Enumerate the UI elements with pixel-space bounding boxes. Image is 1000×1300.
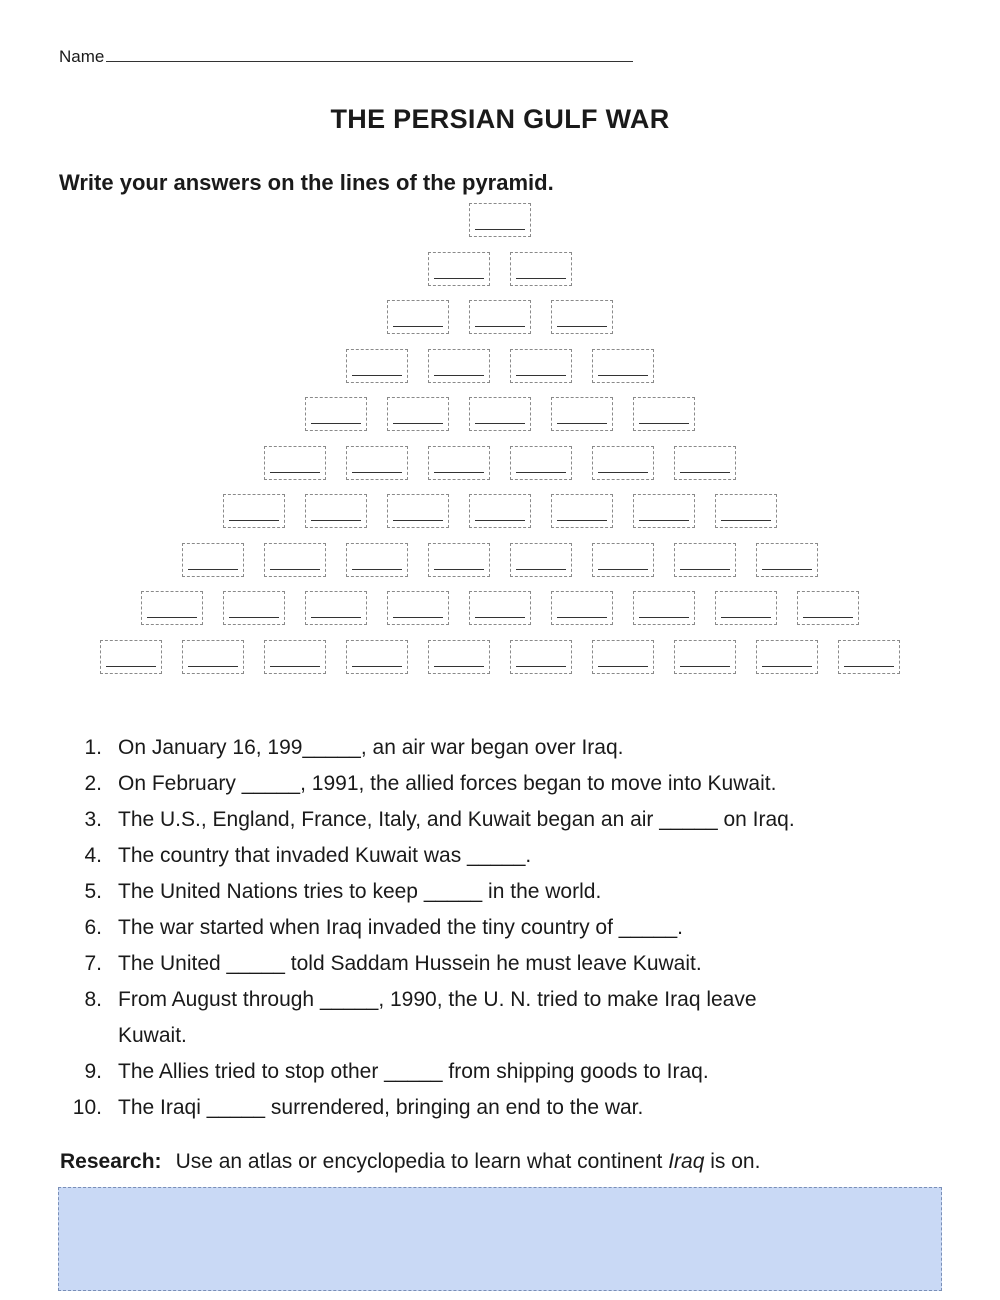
pyramid-answer-cell[interactable] — [428, 543, 490, 577]
research-answer-box[interactable] — [58, 1187, 942, 1291]
pyramid-answer-cell[interactable] — [264, 640, 326, 674]
pyramid-answer-cell[interactable] — [223, 494, 285, 528]
question-2 — [60, 766, 878, 802]
pyramid-answer-cell[interactable] — [469, 300, 531, 334]
pyramid-answer-cell[interactable] — [264, 543, 326, 577]
pyramid-answer-cell[interactable] — [305, 494, 367, 528]
question-text: The United _____ told Saddam Hussein he must leave Kuwait. — [118, 952, 702, 975]
pyramid-answer-cell[interactable] — [592, 543, 654, 577]
pyramid-answer-cell[interactable] — [510, 543, 572, 577]
instructions: Write your answers on the lines of the pyramid. — [59, 170, 554, 195]
research-label: Research: — [60, 1150, 162, 1173]
pyramid-answer-cell[interactable] — [838, 640, 900, 674]
question-text: The Iraqi _____ surrendered, bringing an end to the war. — [118, 1096, 644, 1119]
question-number: 9. — [84, 1060, 102, 1083]
pyramid-answer-cell[interactable] — [346, 543, 408, 577]
pyramid-answer-cell[interactable] — [633, 397, 695, 431]
research-prompt — [60, 1150, 760, 1174]
pyramid-answer-cell[interactable] — [510, 252, 572, 286]
pyramid-answer-cell[interactable] — [428, 252, 490, 286]
question-number: 8. — [84, 988, 102, 1011]
question-text: The Allies tried to stop other _____ from shipping goods to Iraq. — [118, 1060, 709, 1083]
question-number: 6. — [84, 916, 102, 939]
question-10 — [60, 1090, 878, 1126]
pyramid-answer-cell[interactable] — [715, 494, 777, 528]
pyramid-answer-cell[interactable] — [387, 494, 449, 528]
question-9 — [60, 1054, 878, 1090]
pyramid-answer-cell[interactable] — [428, 640, 490, 674]
name-label: Name — [59, 47, 105, 66]
question-number: 4. — [84, 844, 102, 867]
pyramid-answer-cell[interactable] — [551, 591, 613, 625]
question-text: The country that invaded Kuwait was _____. — [118, 844, 532, 867]
pyramid-answer-cell[interactable] — [428, 349, 490, 383]
pyramid-answer-cell[interactable] — [428, 446, 490, 480]
pyramid-answer-cell[interactable] — [264, 446, 326, 480]
pyramid-answer-cell[interactable] — [223, 591, 285, 625]
pyramid-answer-cell[interactable] — [469, 591, 531, 625]
question-4 — [60, 838, 878, 874]
pyramid-answer-cell[interactable] — [674, 446, 736, 480]
pyramid-answer-cell[interactable] — [592, 446, 654, 480]
pyramid-answer-cell[interactable] — [715, 591, 777, 625]
pyramid-answer-cell[interactable] — [592, 640, 654, 674]
pyramid-answer-cell[interactable] — [469, 203, 531, 237]
name-field-row — [59, 47, 633, 67]
pyramid-answer-cell[interactable] — [346, 446, 408, 480]
question-text: From August through _____, 1990, the U. N. tried to make Iraq leave Kuwait. — [118, 988, 757, 1047]
research-emphasis: Iraq — [668, 1150, 705, 1173]
pyramid-answer-cell[interactable] — [469, 494, 531, 528]
pyramid-answer-cell[interactable] — [674, 543, 736, 577]
question-list — [60, 730, 878, 1126]
question-7 — [60, 946, 878, 982]
question-6 — [60, 910, 878, 946]
research-text-after: is on. — [710, 1150, 761, 1173]
question-number: 1. — [84, 736, 102, 759]
pyramid-answer-cell[interactable] — [510, 640, 572, 674]
pyramid-answer-cell[interactable] — [551, 494, 613, 528]
question-3 — [60, 802, 878, 838]
pyramid-answer-cell[interactable] — [387, 591, 449, 625]
question-text: On January 16, 199_____, an air war began over Iraq. — [118, 736, 624, 759]
pyramid-answer-cell[interactable] — [633, 494, 695, 528]
pyramid-answer-cell[interactable] — [182, 640, 244, 674]
question-number: 3. — [84, 808, 102, 831]
question-text: The United Nations tries to keep _____ in the world. — [118, 880, 602, 903]
question-8 — [60, 982, 878, 1054]
question-1 — [60, 730, 878, 766]
pyramid-answer-cell[interactable] — [592, 349, 654, 383]
pyramid-answer-cell[interactable] — [756, 640, 818, 674]
pyramid-answer-cell[interactable] — [551, 300, 613, 334]
pyramid-answer-cell[interactable] — [346, 349, 408, 383]
pyramid-answer-cell[interactable] — [305, 591, 367, 625]
pyramid-answer-cell[interactable] — [100, 640, 162, 674]
page-title: THE PERSIAN GULF WAR — [330, 104, 670, 134]
pyramid-answer-cell[interactable] — [633, 591, 695, 625]
pyramid-answer-cell[interactable] — [469, 397, 531, 431]
question-number: 7. — [84, 952, 102, 975]
pyramid-answer-cell[interactable] — [510, 349, 572, 383]
question-text: On February _____, 1991, the allied forces began to move into Kuwait. — [118, 772, 777, 795]
pyramid-answer-cell[interactable] — [551, 397, 613, 431]
question-number: 10. — [72, 1096, 102, 1119]
pyramid-answer-cell[interactable] — [510, 446, 572, 480]
pyramid-answer-cell[interactable] — [346, 640, 408, 674]
research-text-before: Use an atlas or encyclopedia to learn what continent — [175, 1150, 663, 1173]
question-number: 2. — [84, 772, 102, 795]
pyramid-answer-cell[interactable] — [797, 591, 859, 625]
pyramid-answer-cell[interactable] — [756, 543, 818, 577]
question-text: The U.S., England, France, Italy, and Kuwait began an air _____ on Iraq. — [118, 808, 795, 831]
question-5 — [60, 874, 878, 910]
pyramid-answer-cell[interactable] — [387, 300, 449, 334]
question-text: The war started when Iraq invaded the tiny country of _____. — [118, 916, 684, 939]
pyramid-answer-cell[interactable] — [674, 640, 736, 674]
pyramid-answer-cell[interactable] — [141, 591, 203, 625]
name-line[interactable] — [106, 47, 633, 62]
question-number: 5. — [84, 880, 102, 903]
pyramid-answer-cell[interactable] — [305, 397, 367, 431]
pyramid-answer-cell[interactable] — [387, 397, 449, 431]
pyramid-answer-cell[interactable] — [182, 543, 244, 577]
